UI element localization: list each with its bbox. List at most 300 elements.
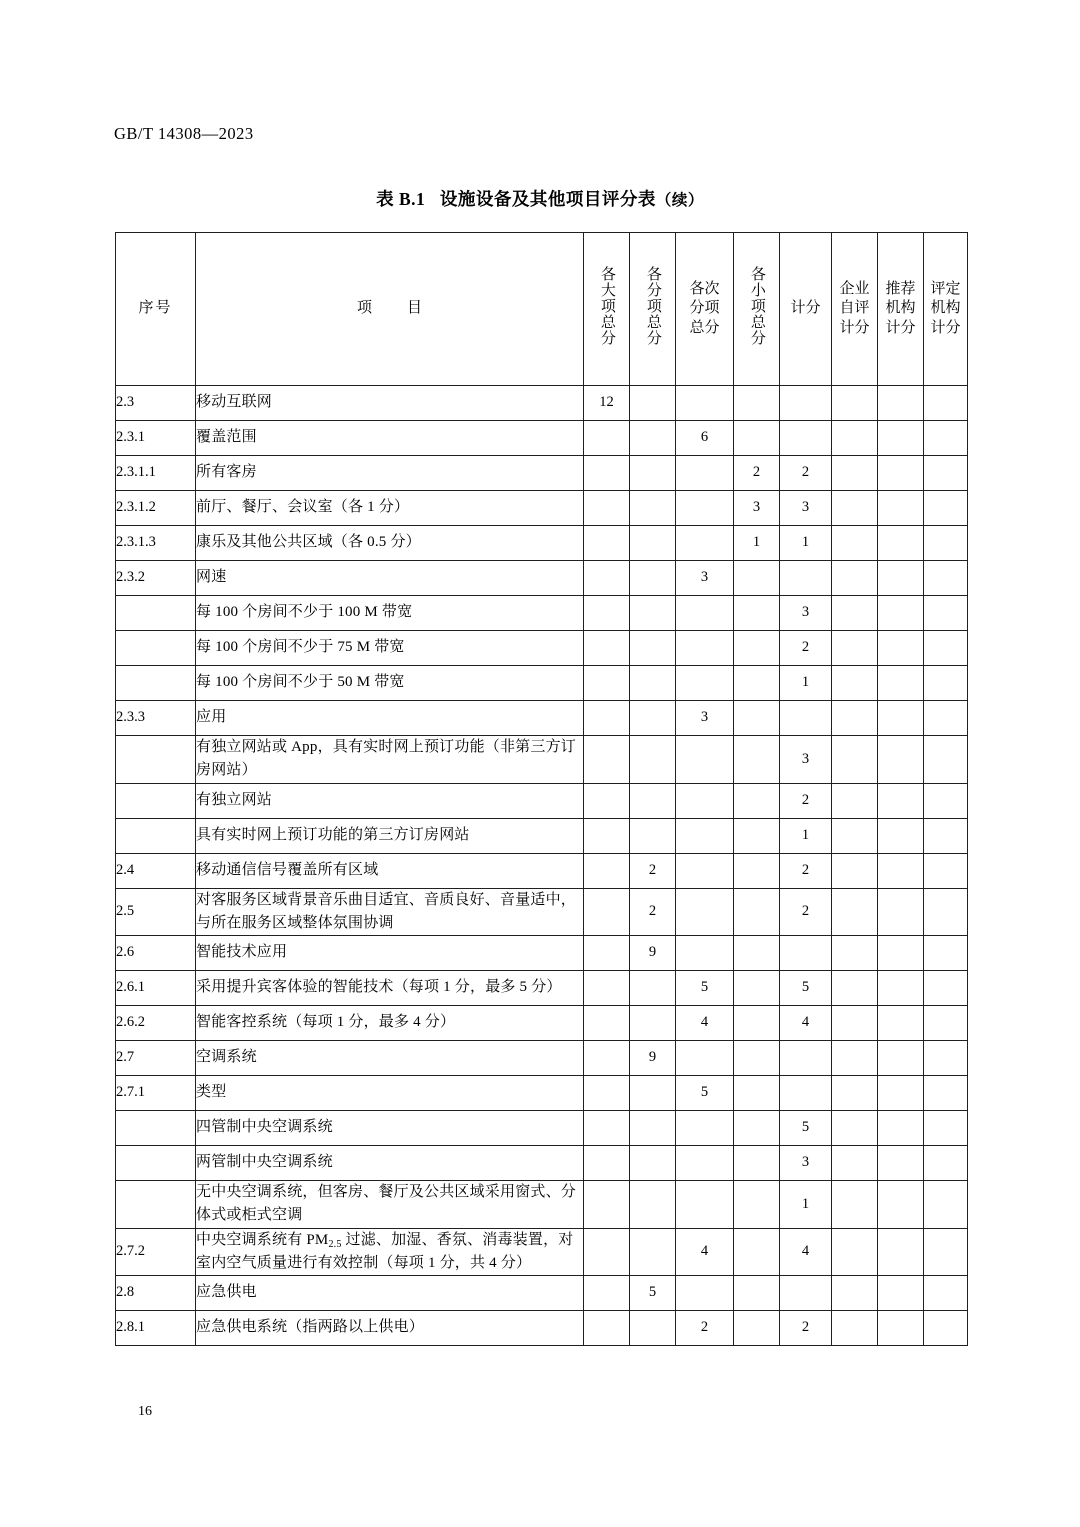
row-recommend-score <box>878 1041 924 1076</box>
row-number: 2.3.1.3 <box>116 526 196 561</box>
row-assess-score <box>924 1076 968 1111</box>
header-label-subsub-1: 各次 <box>689 280 720 297</box>
header-label-major-total: 各大项总分 <box>598 265 615 346</box>
row-sub-total <box>630 1076 676 1111</box>
row-assess-score <box>924 1006 968 1041</box>
header-label-assess-3: 计分 <box>930 319 961 336</box>
header-label-recommend-1: 推荐 <box>885 280 916 297</box>
row-self-score <box>832 818 878 853</box>
row-score <box>780 1041 832 1076</box>
table-row <box>116 736 968 784</box>
table-row <box>116 421 968 456</box>
header-label-assess-2: 机构 <box>930 300 961 317</box>
row-assess-score <box>924 421 968 456</box>
row-self-score <box>832 631 878 666</box>
row-sub-total <box>630 386 676 421</box>
row-item: 所有客房 <box>196 456 584 491</box>
header-cell-self-score <box>832 233 878 386</box>
row-recommend-score <box>878 491 924 526</box>
row-major-total <box>584 736 630 784</box>
row-score: 4 <box>780 1228 832 1276</box>
header-label-minor-total: 各小项总分 <box>748 265 765 346</box>
row-sub-total <box>630 971 676 1006</box>
row-assess-score <box>924 736 968 784</box>
row-assess-score <box>924 491 968 526</box>
header-cell-recommend-score <box>878 233 924 386</box>
row-minor-total <box>734 1006 780 1041</box>
row-major-total <box>584 666 630 701</box>
row-major-total <box>584 1311 630 1346</box>
row-subsub-total: 4 <box>676 1006 734 1041</box>
row-self-score <box>832 1276 878 1311</box>
row-subsub-total <box>676 853 734 888</box>
header-label-recommend-3: 计分 <box>885 319 916 336</box>
row-minor-total: 1 <box>734 526 780 561</box>
row-major-total <box>584 1146 630 1181</box>
row-major-total <box>584 456 630 491</box>
row-minor-total <box>734 1076 780 1111</box>
table-row <box>116 456 968 491</box>
row-recommend-score <box>878 1276 924 1311</box>
row-sub-total <box>630 1311 676 1346</box>
header-label-subsub-2: 分项 <box>689 300 720 317</box>
header-label-recommend-2: 机构 <box>885 300 916 317</box>
header-label-item: 项 目 <box>356 300 432 317</box>
row-subsub-total <box>676 666 734 701</box>
page-number: 16 <box>138 1404 152 1419</box>
row-number: 2.3.1.2 <box>116 491 196 526</box>
table-row <box>116 596 968 631</box>
row-minor-total <box>734 1041 780 1076</box>
row-subsub-total <box>676 1276 734 1311</box>
row-subsub-total: 5 <box>676 971 734 1006</box>
table-title <box>0 186 1080 211</box>
row-major-total: 12 <box>584 386 630 421</box>
row-number <box>116 1181 196 1229</box>
table-row <box>116 631 968 666</box>
row-minor-total <box>734 596 780 631</box>
row-minor-total: 2 <box>734 456 780 491</box>
row-item: 有独立网站 <box>196 783 584 818</box>
row-item: 无中央空调系统，但客房、餐厅及公共区域采用窗式、分体式或柜式空调 <box>196 1181 584 1229</box>
header-label-self-3: 计分 <box>839 319 870 336</box>
row-recommend-score <box>878 456 924 491</box>
header-label-self-2: 自评 <box>839 300 870 317</box>
row-recommend-score <box>878 1146 924 1181</box>
row-assess-score <box>924 888 968 936</box>
row-recommend-score <box>878 853 924 888</box>
row-self-score <box>832 666 878 701</box>
row-item: 应用 <box>196 701 584 736</box>
row-recommend-score <box>878 1006 924 1041</box>
row-number <box>116 736 196 784</box>
row-self-score <box>832 456 878 491</box>
row-assess-score <box>924 1276 968 1311</box>
header-label-seq: 序号 <box>138 300 173 317</box>
row-recommend-score <box>878 971 924 1006</box>
table-row <box>116 1276 968 1311</box>
header-cell-subsub-total <box>676 233 734 386</box>
row-self-score <box>832 1311 878 1346</box>
row-score: 2 <box>780 888 832 936</box>
row-assess-score <box>924 526 968 561</box>
row-assess-score <box>924 596 968 631</box>
row-minor-total <box>734 701 780 736</box>
row-number <box>116 631 196 666</box>
row-item: 每 100 个房间不少于 50 M 带宽 <box>196 666 584 701</box>
row-sub-total <box>630 1228 676 1276</box>
row-major-total <box>584 631 630 666</box>
table-title-suffix: （续） <box>655 192 704 209</box>
row-score <box>780 1076 832 1111</box>
row-number <box>116 666 196 701</box>
row-self-score <box>832 1076 878 1111</box>
row-sub-total <box>630 561 676 596</box>
row-subsub-total <box>676 888 734 936</box>
row-sub-total <box>630 1006 676 1041</box>
row-number: 2.3.1.1 <box>116 456 196 491</box>
row-self-score <box>832 1228 878 1276</box>
row-self-score <box>832 1111 878 1146</box>
row-score: 1 <box>780 526 832 561</box>
row-score <box>780 421 832 456</box>
row-recommend-score <box>878 666 924 701</box>
row-subsub-total <box>676 1146 734 1181</box>
row-assess-score <box>924 631 968 666</box>
header-cell-major-total <box>584 233 630 386</box>
row-sub-total <box>630 526 676 561</box>
row-assess-score <box>924 1111 968 1146</box>
row-subsub-total <box>676 526 734 561</box>
row-number <box>116 1111 196 1146</box>
table-row <box>116 1146 968 1181</box>
row-assess-score <box>924 818 968 853</box>
row-number: 2.5 <box>116 888 196 936</box>
row-subsub-total: 6 <box>676 421 734 456</box>
row-score: 3 <box>780 491 832 526</box>
row-recommend-score <box>878 1111 924 1146</box>
row-item: 中央空调系统有 $PM_{2.5}$ 过滤、加湿、香氛、消毒装置，对室内空气质量进行有效控制（每项 1 分，共 4 分） <box>196 1228 584 1276</box>
row-subsub-total: 2 <box>676 1311 734 1346</box>
row-sub-total <box>630 818 676 853</box>
row-minor-total <box>734 1228 780 1276</box>
row-assess-score <box>924 1311 968 1346</box>
row-subsub-total <box>676 736 734 784</box>
row-item: 两管制中央空调系统 <box>196 1146 584 1181</box>
row-subsub-total <box>676 491 734 526</box>
table-row <box>116 701 968 736</box>
row-self-score <box>832 783 878 818</box>
row-assess-score <box>924 1228 968 1276</box>
row-score: 4 <box>780 1006 832 1041</box>
table-row <box>116 853 968 888</box>
row-item: 智能技术应用 <box>196 936 584 971</box>
row-assess-score <box>924 561 968 596</box>
row-self-score <box>832 1146 878 1181</box>
row-sub-total <box>630 736 676 784</box>
row-item: 四管制中央空调系统 <box>196 1111 584 1146</box>
row-score <box>780 561 832 596</box>
row-sub-total <box>630 783 676 818</box>
row-subsub-total <box>676 596 734 631</box>
row-subsub-total: 3 <box>676 701 734 736</box>
row-item: 移动互联网 <box>196 386 584 421</box>
table-row <box>116 888 968 936</box>
header-cell-minor-total <box>734 233 780 386</box>
row-subsub-total <box>676 1111 734 1146</box>
row-major-total <box>584 853 630 888</box>
row-assess-score <box>924 1041 968 1076</box>
row-score: 2 <box>780 631 832 666</box>
row-major-total <box>584 1276 630 1311</box>
row-item: 应急供电系统（指两路以上供电） <box>196 1311 584 1346</box>
row-minor-total <box>734 1311 780 1346</box>
row-assess-score <box>924 936 968 971</box>
row-sub-total: 9 <box>630 936 676 971</box>
row-assess-score <box>924 666 968 701</box>
row-item: 类型 <box>196 1076 584 1111</box>
row-score: 1 <box>780 1181 832 1229</box>
row-item: 移动通信信号覆盖所有区域 <box>196 853 584 888</box>
row-item: 有独立网站或 App，具有实时网上预订功能（非第三方订房网站） <box>196 736 584 784</box>
row-recommend-score <box>878 936 924 971</box>
row-minor-total <box>734 1276 780 1311</box>
row-self-score <box>832 736 878 784</box>
table-header-row <box>116 233 968 386</box>
table-title-prefix: 表 B.1 <box>376 189 426 209</box>
header-cell-assess-score <box>924 233 968 386</box>
table-row <box>116 1076 968 1111</box>
table-row <box>116 783 968 818</box>
row-number: 2.3.3 <box>116 701 196 736</box>
row-recommend-score <box>878 631 924 666</box>
row-recommend-score <box>878 596 924 631</box>
row-subsub-total <box>676 818 734 853</box>
row-item: 覆盖范围 <box>196 421 584 456</box>
row-sub-total: 9 <box>630 1041 676 1076</box>
row-self-score <box>832 596 878 631</box>
row-item: 网速 <box>196 561 584 596</box>
row-self-score <box>832 971 878 1006</box>
row-self-score <box>832 936 878 971</box>
row-recommend-score <box>878 1181 924 1229</box>
score-table <box>115 232 968 1346</box>
row-subsub-total <box>676 783 734 818</box>
row-number: 2.4 <box>116 853 196 888</box>
row-sub-total: 5 <box>630 1276 676 1311</box>
row-assess-score <box>924 386 968 421</box>
header-cell-score <box>780 233 832 386</box>
row-recommend-score <box>878 421 924 456</box>
row-number: 2.7.1 <box>116 1076 196 1111</box>
header-label-sub-total: 各分项总分 <box>644 265 661 346</box>
table-row <box>116 1111 968 1146</box>
table-row <box>116 1311 968 1346</box>
row-self-score <box>832 1181 878 1229</box>
row-subsub-total <box>676 631 734 666</box>
row-assess-score <box>924 971 968 1006</box>
table-header <box>116 233 968 386</box>
row-sub-total <box>630 1181 676 1229</box>
row-item: 空调系统 <box>196 1041 584 1076</box>
table-row <box>116 1228 968 1276</box>
row-sub-total <box>630 701 676 736</box>
row-number: 2.7.2 <box>116 1228 196 1276</box>
row-major-total <box>584 421 630 456</box>
row-minor-total <box>734 1146 780 1181</box>
row-item: 每 100 个房间不少于 75 M 带宽 <box>196 631 584 666</box>
row-sub-total: 2 <box>630 853 676 888</box>
row-sub-total <box>630 666 676 701</box>
row-minor-total <box>734 631 780 666</box>
row-item: 具有实时网上预订功能的第三方订房网站 <box>196 818 584 853</box>
row-item: 每 100 个房间不少于 100 M 带宽 <box>196 596 584 631</box>
table-row <box>116 936 968 971</box>
row-minor-total <box>734 971 780 1006</box>
row-number: 2.6 <box>116 936 196 971</box>
row-item: 应急供电 <box>196 1276 584 1311</box>
row-number: 2.8.1 <box>116 1311 196 1346</box>
row-score <box>780 386 832 421</box>
row-number <box>116 818 196 853</box>
row-recommend-score <box>878 888 924 936</box>
row-number: 2.3.2 <box>116 561 196 596</box>
table-row <box>116 971 968 1006</box>
table-row <box>116 491 968 526</box>
table-row <box>116 386 968 421</box>
row-minor-total <box>734 561 780 596</box>
row-major-total <box>584 526 630 561</box>
row-major-total <box>584 1181 630 1229</box>
row-major-total <box>584 1006 630 1041</box>
row-sub-total: 2 <box>630 888 676 936</box>
row-minor-total <box>734 783 780 818</box>
header-cell-sub-total <box>630 233 676 386</box>
row-assess-score <box>924 701 968 736</box>
row-sub-total <box>630 631 676 666</box>
row-self-score <box>832 386 878 421</box>
row-score: 2 <box>780 1311 832 1346</box>
row-sub-total <box>630 456 676 491</box>
row-recommend-score <box>878 736 924 784</box>
row-self-score <box>832 526 878 561</box>
row-assess-score <box>924 1146 968 1181</box>
row-item: 康乐及其他公共区域（各 0.5 分） <box>196 526 584 561</box>
row-number: 2.6.2 <box>116 1006 196 1041</box>
row-major-total <box>584 596 630 631</box>
row-minor-total <box>734 421 780 456</box>
row-subsub-total <box>676 1181 734 1229</box>
table-row <box>116 666 968 701</box>
row-major-total <box>584 701 630 736</box>
row-number <box>116 1146 196 1181</box>
row-self-score <box>832 1041 878 1076</box>
row-minor-total <box>734 818 780 853</box>
table-row <box>116 526 968 561</box>
row-score: 1 <box>780 818 832 853</box>
row-score: 5 <box>780 971 832 1006</box>
row-number <box>116 783 196 818</box>
header-label-score: 计分 <box>790 300 821 317</box>
row-self-score <box>832 561 878 596</box>
row-major-total <box>584 1111 630 1146</box>
row-subsub-total <box>676 386 734 421</box>
row-item: 前厅、餐厅、会议室（各 1 分） <box>196 491 584 526</box>
row-score: 1 <box>780 666 832 701</box>
table-row <box>116 1006 968 1041</box>
row-number <box>116 596 196 631</box>
row-subsub-total <box>676 936 734 971</box>
header-label-self-1: 企业 <box>839 280 870 297</box>
row-self-score <box>832 1006 878 1041</box>
row-subsub-total: 3 <box>676 561 734 596</box>
row-sub-total <box>630 421 676 456</box>
row-major-total <box>584 783 630 818</box>
row-recommend-score <box>878 783 924 818</box>
row-major-total <box>584 491 630 526</box>
row-score: 3 <box>780 1146 832 1181</box>
row-recommend-score <box>878 818 924 853</box>
row-major-total <box>584 561 630 596</box>
row-minor-total <box>734 936 780 971</box>
row-assess-score <box>924 783 968 818</box>
row-score: 2 <box>780 853 832 888</box>
row-minor-total <box>734 736 780 784</box>
row-major-total <box>584 1228 630 1276</box>
row-recommend-score <box>878 1228 924 1276</box>
row-score: 2 <box>780 783 832 818</box>
row-major-total <box>584 1076 630 1111</box>
row-major-total <box>584 888 630 936</box>
row-recommend-score <box>878 701 924 736</box>
row-minor-total <box>734 386 780 421</box>
row-score: 3 <box>780 596 832 631</box>
row-score <box>780 701 832 736</box>
row-item: 智能客控系统（每项 1 分，最多 4 分） <box>196 1006 584 1041</box>
row-self-score <box>832 888 878 936</box>
row-sub-total <box>630 1111 676 1146</box>
row-score: 2 <box>780 456 832 491</box>
row-subsub-total: 5 <box>676 1076 734 1111</box>
row-major-total <box>584 818 630 853</box>
header-label-assess-1: 评定 <box>930 280 961 297</box>
row-self-score <box>832 421 878 456</box>
row-score <box>780 936 832 971</box>
table-row <box>116 1041 968 1076</box>
header-cell-seq <box>116 233 196 386</box>
row-recommend-score <box>878 526 924 561</box>
row-minor-total <box>734 1181 780 1229</box>
table-row <box>116 561 968 596</box>
row-major-total <box>584 971 630 1006</box>
row-subsub-total <box>676 1041 734 1076</box>
standard-code-header: GB/T 14308—2023 <box>114 124 254 143</box>
row-assess-score <box>924 853 968 888</box>
row-score <box>780 1276 832 1311</box>
row-number: 2.6.1 <box>116 971 196 1006</box>
row-assess-score <box>924 456 968 491</box>
row-number: 2.3.1 <box>116 421 196 456</box>
row-sub-total <box>630 1146 676 1181</box>
row-assess-score <box>924 1181 968 1229</box>
row-recommend-score <box>878 1076 924 1111</box>
table-body <box>116 386 968 1346</box>
row-self-score <box>832 701 878 736</box>
row-major-total <box>584 1041 630 1076</box>
row-recommend-score <box>878 386 924 421</box>
row-number: 2.7 <box>116 1041 196 1076</box>
row-score: 5 <box>780 1111 832 1146</box>
